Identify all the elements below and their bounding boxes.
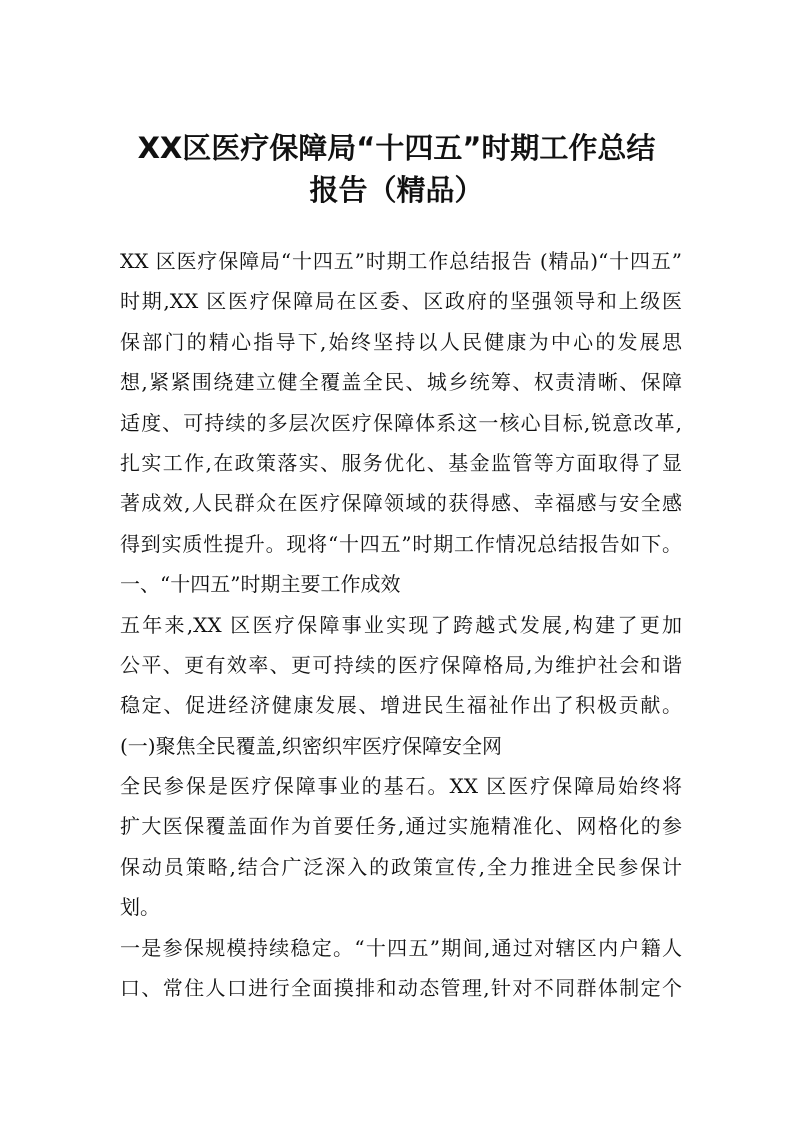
body-line: 保部门的精心指导下,始终坚持以人民健康为中心的发展思 xyxy=(120,329,682,354)
body-line: 公平、更有效率、更可持续的医疗保障格局,为维护社会和谐 xyxy=(120,652,682,677)
body-line: 划。 xyxy=(120,895,160,920)
section-heading: 一、“十四五”时期主要工作成效 xyxy=(120,572,401,597)
body-line: 口、常住人口进行全面摸排和动态管理,针对不同群体制定个 xyxy=(120,976,682,1001)
body-line: 稳定、促进经济健康发展、增进民生福祉作出了积极贡献。 xyxy=(120,693,682,718)
body-line: XX 区医疗保障局“十四五”时期工作总结报告 (精品)“十四五” xyxy=(120,249,682,273)
subsection-heading: (一)聚焦全民覆盖,织密织牢医疗保障安全网 xyxy=(120,733,502,758)
body-line: 五年来,XX 区医疗保障事业实现了跨越式发展,构建了更加 xyxy=(120,612,682,637)
body-line: 一是参保规模持续稳定。“十四五”期间,通过对辖区内户籍人 xyxy=(120,935,682,960)
body-line: 扩大医保覆盖面作为首要任务,通过实施精准化、网格化的参 xyxy=(120,814,682,839)
body-line: 全民参保是医疗保障事业的基石。XX 区医疗保障局始终将 xyxy=(120,774,682,799)
body-line: 适度、可持续的多层次医疗保障体系这一核心目标,锐意改革, xyxy=(120,410,682,435)
document-title-line-2: 报告（精品） xyxy=(309,173,484,207)
body-line: 时期,XX 区医疗保障局在区委、区政府的坚强领导和上级医 xyxy=(120,289,682,314)
body-line: 著成效,人民群众在医疗保障领域的获得感、幸福感与安全感 xyxy=(120,491,682,516)
document-body xyxy=(120,241,682,1008)
body-line: 扎实工作,在政策落实、服务优化、基金监管等方面取得了显 xyxy=(120,450,682,475)
body-line: 想,紧紧围绕建立健全覆盖全民、城乡统筹、权责清晰、保障 xyxy=(120,370,682,395)
body-line: 得到实质性提升。现将“十四五”时期工作情况总结报告如下。 xyxy=(120,531,682,556)
body-line: 保动员策略,结合广泛深入的政策宣传,全力推进全民参保计 xyxy=(120,854,682,879)
document-title-line-1: XX区医疗保障局“十四五”时期工作总结 xyxy=(137,131,656,165)
